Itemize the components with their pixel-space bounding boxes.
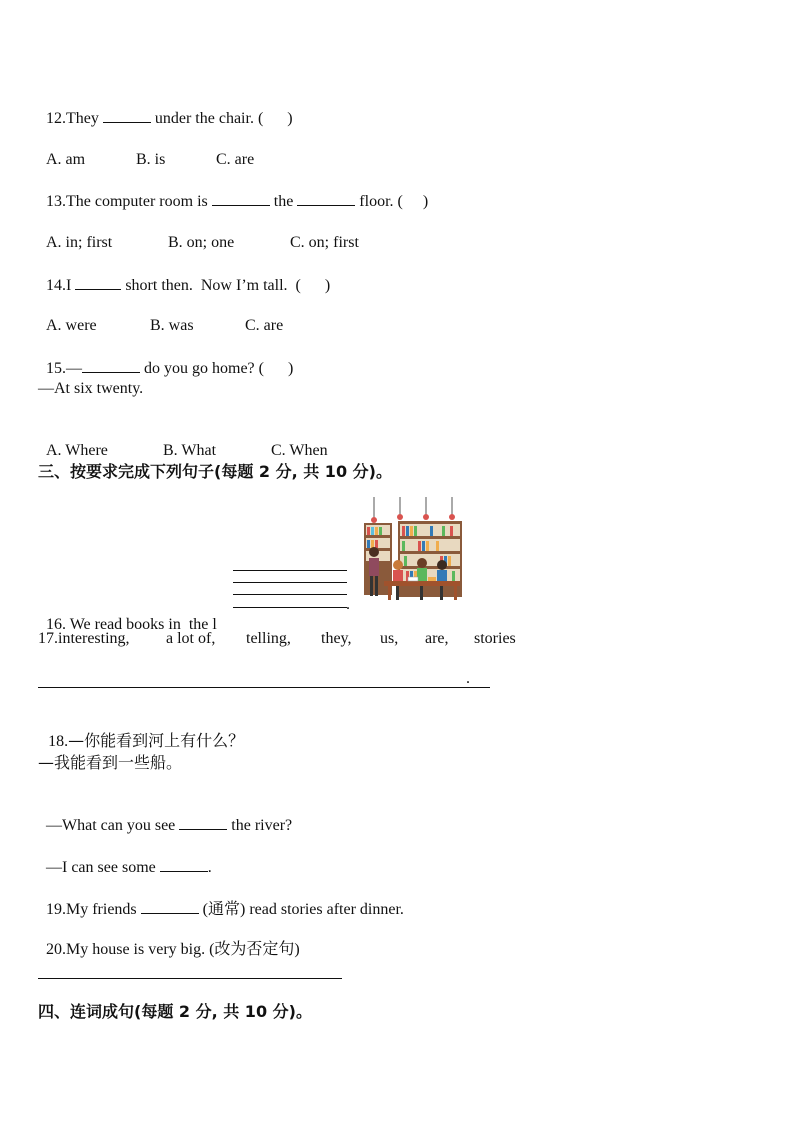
answer-blank[interactable] <box>179 815 227 830</box>
question-number: 15. <box>46 360 66 377</box>
question-15: 15.— do you go home? ( ) <box>46 360 294 377</box>
answer-blank-2[interactable] <box>297 191 355 206</box>
option-b: B. on; one <box>168 234 235 251</box>
question-18-cn2: —我能看到一些船。 <box>38 753 183 772</box>
word-card: interesting, <box>58 630 130 647</box>
answer-blank[interactable] <box>160 857 208 872</box>
question-16: 16. We read books in the l <box>46 616 217 633</box>
answer-line[interactable] <box>38 978 342 979</box>
answer-paren[interactable]: ( ) <box>397 193 429 210</box>
question-number: 13. <box>46 193 66 210</box>
library-illustration-icon <box>360 497 464 603</box>
answer-line-2[interactable] <box>233 582 347 583</box>
question-number: 12. <box>46 110 66 127</box>
question-15-options <box>38 421 328 461</box>
option-a: A. am <box>46 151 86 168</box>
word-card: they, <box>321 630 352 647</box>
question-14-options <box>38 296 283 336</box>
option-c: C. When <box>271 442 328 459</box>
question-13-options <box>38 213 359 253</box>
option-a: A. were <box>46 317 97 334</box>
question-18-en1: —What can you see the river? <box>46 817 293 834</box>
option-c: C. are <box>245 317 284 334</box>
word-card: stories <box>474 630 516 647</box>
word-card: us, <box>380 630 399 647</box>
answer-paren[interactable]: ( ) <box>258 360 294 377</box>
answer-line[interactable] <box>38 687 490 688</box>
section-4-title: 四、连词成句(每题 2 分, 共 10 分)。 <box>38 1002 312 1021</box>
answer-line-1[interactable] <box>233 570 347 571</box>
option-a: A. Where <box>46 442 108 459</box>
question-number: 16. <box>46 616 66 633</box>
word-card: a lot of, <box>166 630 216 647</box>
answer-line-4[interactable] <box>233 607 347 608</box>
question-17-end: . <box>466 670 470 687</box>
answer-blank[interactable] <box>141 899 199 914</box>
option-b: B. What <box>163 442 217 459</box>
question-13: 13.The computer room is the floor. ( ) <box>46 193 429 210</box>
question-20: 20.My house is very big. (改为否定句) <box>46 941 300 958</box>
question-number: 17. <box>38 630 58 647</box>
question-number: 14. <box>46 277 66 294</box>
answer-line-3[interactable] <box>233 594 347 595</box>
word-card: telling, <box>246 630 291 647</box>
option-c: C. are <box>216 151 255 168</box>
option-b: B. was <box>150 317 194 334</box>
question-16-end: . <box>346 596 350 613</box>
question-17 <box>38 629 538 649</box>
question-18-en2: —I can see some . <box>46 859 212 876</box>
question-12: 12.They under the chair. ( ) <box>46 110 293 127</box>
question-number: 18. <box>48 733 69 750</box>
question-19: 19.My friends (通常) read stories after dinner. <box>46 901 404 918</box>
question-number: 19. <box>46 901 66 918</box>
option-b: B. is <box>136 151 166 168</box>
answer-blank[interactable] <box>82 358 140 373</box>
answer-paren[interactable]: ( ) <box>295 277 331 294</box>
word-card: are, <box>425 630 449 647</box>
answer-blank-1[interactable] <box>212 191 270 206</box>
question-12-options <box>38 130 254 170</box>
question-18: 18.—你能看到河上有什么？ <box>48 731 245 750</box>
answer-blank[interactable] <box>75 275 121 290</box>
answer-paren[interactable]: ( ) <box>257 110 293 127</box>
question-15-answer: —At six twenty. <box>38 380 144 397</box>
answer-blank[interactable] <box>103 108 151 123</box>
question-14: 14.I short then. Now I’m tall. ( ) <box>46 277 331 294</box>
option-c: C. on; first <box>290 234 359 251</box>
question-number: 20. <box>46 941 66 958</box>
section-3-title: 三、按要求完成下列句子(每题 2 分, 共 10 分)。 <box>38 462 392 481</box>
option-a: A. in; first <box>46 234 113 251</box>
